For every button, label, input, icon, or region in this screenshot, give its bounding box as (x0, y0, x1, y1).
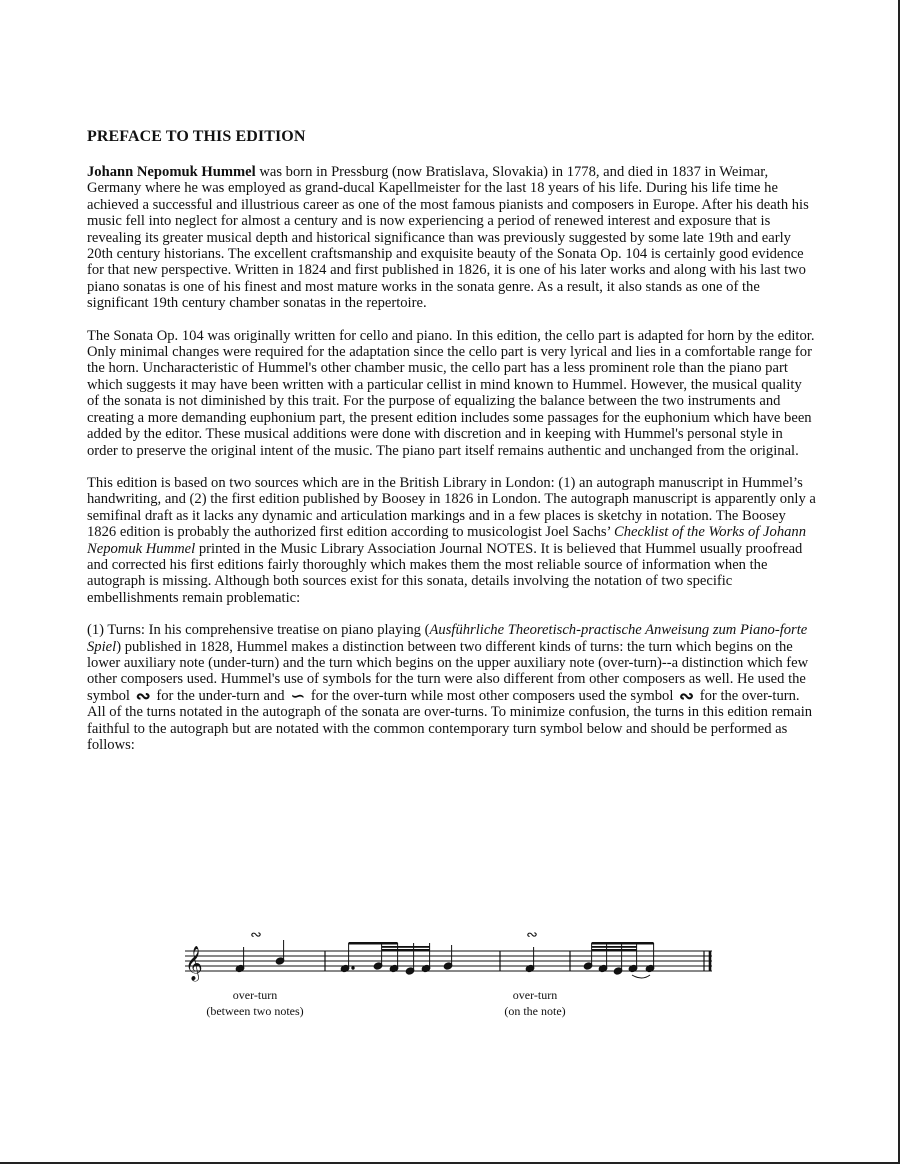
caption-left-line-1: over-turn (232, 988, 278, 1002)
paragraph-4-text-a: (1) Turns: In his comprehensive treatise on piano playing ( (87, 622, 430, 639)
paragraph-3-text-b: printed in the Music Library Association Journal NOTES. It is believed that Hummel usually proofread and corrected his first editions fairly thoroughly which makes them the most reliable source of information when the autograph is missing. Although both sources exist for this sonata, details involving the notation of two specific embellishments remain problematic: (87, 540, 803, 606)
paragraph-4 (87, 622, 817, 753)
under-turn-symbol-icon: ∾ (135, 685, 151, 706)
paragraph-4-text-c: for the under-turn and (152, 687, 289, 704)
beams (349, 942, 654, 951)
music-example (180, 925, 720, 1025)
caption-left-line-2: (between two notes) (206, 1004, 304, 1018)
preface-content (87, 128, 817, 769)
treble-clef-icon: 𝄞 (185, 946, 203, 981)
caption-right-line-2: (on the note) (504, 1004, 566, 1018)
caption-right (475, 987, 595, 1019)
treatise-title: Ausführliche Theoretisch-practische Anweisung zum Piano-forte Spiel (87, 622, 808, 655)
over-turn-symbol-icon: ∽ (290, 685, 306, 706)
turn-mark-icon: ∾ (250, 927, 262, 943)
paragraph-1 (87, 164, 817, 312)
composer-name: Johann Nepomuk Hummel (87, 164, 256, 180)
checklist-title: Checklist of the Works of Johann Nepomuk Hummel (87, 524, 807, 557)
common-turn-symbol-icon: ∾ (679, 685, 695, 706)
paragraph-4-text-d: for the over-turn while most other composers used the symbol (307, 687, 678, 704)
paragraph-3-text-a: This edition is based on two sources which are in the British Library in London: (1) an autograph manuscript in Hummel’s handwriting, and (2) the first edition published by Boosey in 1826 in London. The autograph manuscript is apparently only a semifinal draft as it lacks any dynamic and articulation markings and in a few places is sketchy in notation. The Boosey 1826 edition is probably the authorized first edition according to musicologist Joel Sachs’ (87, 474, 816, 541)
page-title: PREFACE TO THIS EDITION (87, 128, 306, 145)
turn-mark-icon: ∾ (526, 927, 538, 943)
music-staff-example (180, 925, 720, 995)
dot (352, 967, 354, 969)
paragraph-1-text: was born in Pressburg (now Bratislava, Slovakia) in 1778, and died in 1837 in Weimar, Germany where he was employed as grand-ducal Kapellmeister for the last 18 years of his life. During his life time he achieved a successful and illustrious career as one of the most famous pianists and composers in Europe. After his death his music fell into neglect for almost a century and is now experiencing a period of renewed interest and exposure that is revealing its greater musical depth and historical significance than was previously suggested by some late 19th and early 20th century historians. The excellent craftsmanship and exquisite beauty of the Sonata Op. 104 is certainly good evidence for that new perspective. Written in 1824 and first published in 1826, it is one of his later works and along with his last two piano sonatas is one of his finest and most mature works in the sonata genre. As a result, it also stands as one of the significant 19th century chamber sonatas in the repertoire. (87, 164, 809, 312)
caption-right-line-1: over-turn (512, 988, 558, 1002)
tie (632, 975, 650, 978)
notes (235, 940, 655, 975)
paragraph-4-text-b: ) published in 1828, Hummel makes a distinction between two different kinds of turns: the turn which begins on the lower auxiliary note (under-turn) and the turn which begins on the upper auxiliary note (over-turn)--a distinction which few other composers used. Hummel's use of symbols for the turn were also different from other composers as well. He used the symbol (87, 638, 809, 704)
paragraph-4-text-e: for the over-turn. All of the turns notated in the autograph of the sonata are over-turns. To minimize confusion, the turns in this edition remain faithful to the autograph but are notated with the common contemporary turn symbol below and should be performed as follows: (87, 687, 813, 753)
caption-left (190, 987, 320, 1019)
paragraph-2: The Sonata Op. 104 was originally written for cello and piano. In this edition, the cello part is adapted for horn by the editor. Only minimal changes were required for the adaptation since the cello part is very lyrical and lies in a comfortable range for the horn. Uncharacteristic of Hummel's other chamber music, the cello part has a less prominent role than the piano part which suggests it may have been written with a particular cellist in mind known to Hummel. However, the musical quality of the sonata is not diminished by this trait. For the purpose of equalizing the balance between the two instruments and creating a more demanding euphonium part, the present edition includes some passages for the euphonium which have been added by the editor. These musical additions were done with discretion and in keeping with Hummel's personal style in order to preserve the original intent of the music. The piano part itself remains authentic and unchanged from the original. (87, 327, 815, 459)
paragraph-3 (87, 475, 817, 606)
